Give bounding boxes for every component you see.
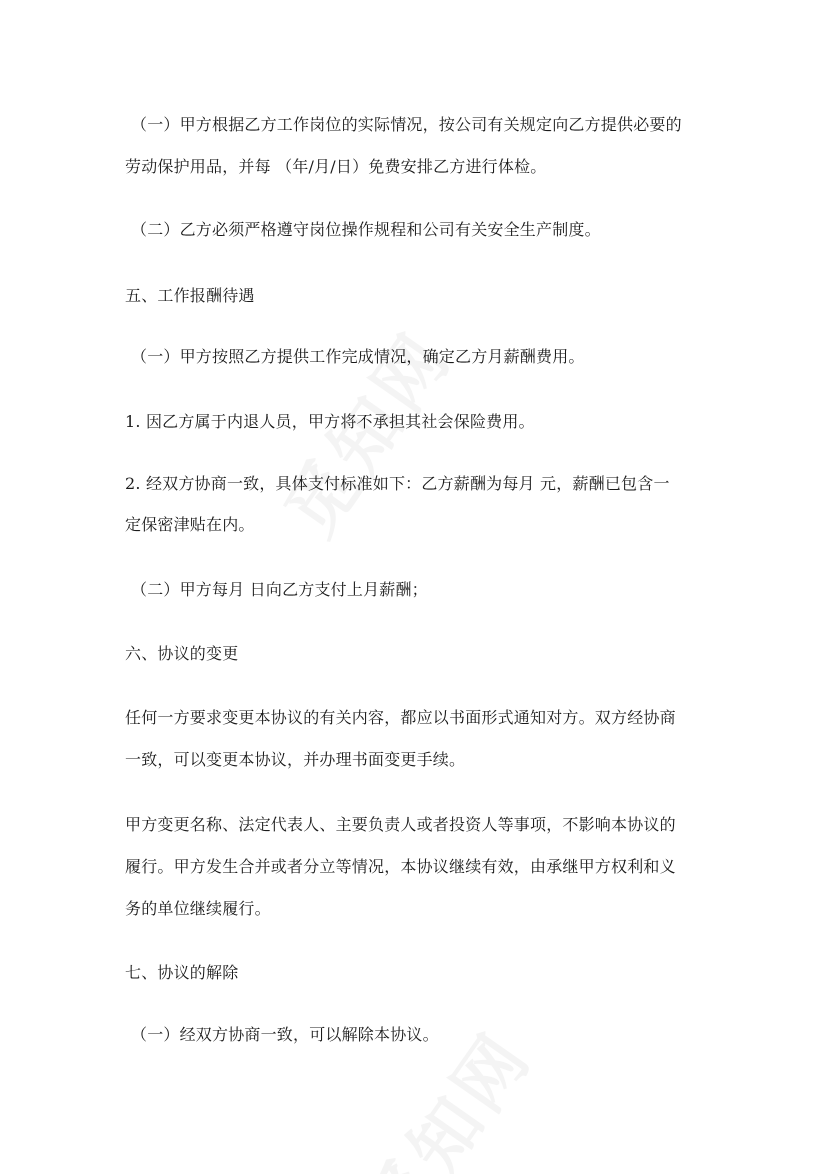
- text-line: 一致，可以变更本协议，并办理书面变更手续。: [125, 750, 466, 769]
- text-line: （一）甲方根据乙方工作岗位的实际情况，按公司有关规定向乙方提供必要的: [131, 115, 682, 134]
- text-line: （二）乙方必须严格遵守岗位操作规程和公司有关安全生产制度。: [131, 220, 601, 239]
- text-line: 任何一方要求变更本协议的有关内容，都应以书面形式通知对方。双方经协商: [125, 708, 676, 727]
- text-line: 2. 经双方协商一致，具体支付标准如下：乙方薪酬为每月 元，薪酬已包含一: [125, 474, 670, 493]
- section-heading: 七、协议的解除: [125, 963, 239, 982]
- text-line: 履行。甲方发生合并或者分立等情况，本协议继续有效，由承继甲方权利和义: [125, 857, 676, 876]
- section-heading: 六、协议的变更: [125, 644, 239, 663]
- text-line: （二）甲方每月 日向乙方支付上月薪酬；: [131, 580, 428, 599]
- text-line: 甲方变更名称、法定代表人、主要负责人或者投资人等事项，不影响本协议的: [125, 815, 676, 834]
- section-heading: 五、工作报酬待遇: [125, 286, 255, 305]
- text-line: 务的单位继续履行。: [125, 899, 271, 918]
- text-line: 劳动保护用品，并每 （年/月/日）免费安排乙方进行体检。: [125, 157, 547, 176]
- text-line: 定保密津贴在内。: [125, 515, 255, 534]
- text-line: （一）经双方协商一致，可以解除本协议。: [131, 1025, 439, 1044]
- text-line: （一）甲方按照乙方提供工作完成情况，确定乙方月薪酬费用。: [131, 347, 585, 366]
- text-line: 1. 因乙方属于内退人员，甲方将不承担其社会保险费用。: [125, 412, 535, 431]
